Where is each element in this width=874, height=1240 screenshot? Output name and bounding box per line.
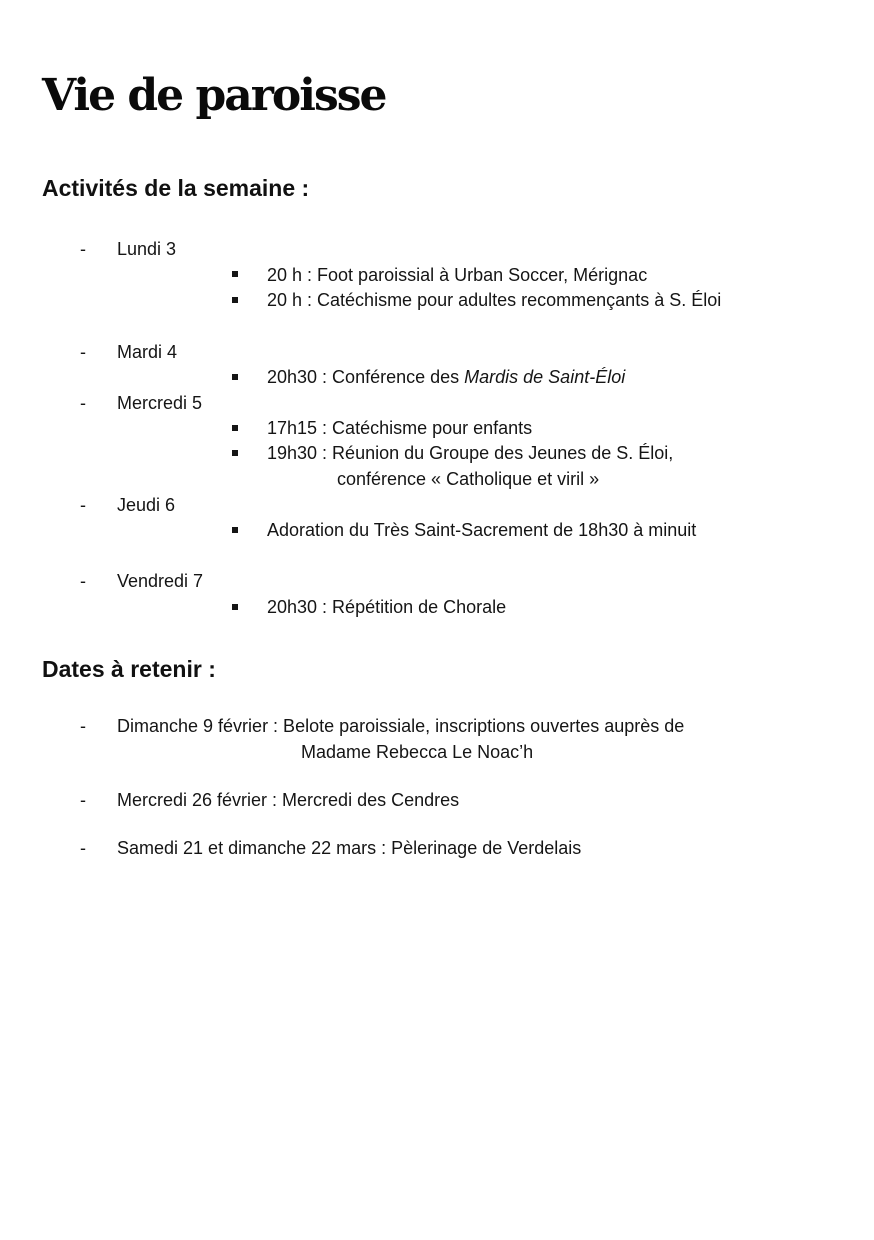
day-label-mardi: Mardi 4 xyxy=(117,342,178,362)
list-dash: - xyxy=(80,838,86,858)
day-label-vendredi: Vendredi 7 xyxy=(117,571,204,591)
list-dash: - xyxy=(80,790,86,810)
square-bullet-icon xyxy=(232,604,238,610)
activity-item: 19h30 : Réunion du Groupe des Jeunes de S. Éloi, xyxy=(267,443,674,463)
weekly-activities-heading: Activités de la semaine : xyxy=(42,175,310,201)
activity-item: 20 h : Catéchisme pour adultes recommençants à S. Éloi xyxy=(267,290,722,310)
activity-item: Adoration du Très Saint-Sacrement de 18h30 à minuit xyxy=(267,520,697,540)
date-item: Mercredi 26 février : Mercredi des Cendres xyxy=(117,790,460,810)
square-bullet-icon xyxy=(232,297,238,303)
activity-text: 20h30 : Conférence des xyxy=(267,367,465,387)
dates-to-remember-heading: Dates à retenir : xyxy=(42,656,216,682)
activity-item: 20 h : Foot paroissial à Urban Soccer, Mérignac xyxy=(267,265,648,285)
activity-item-continuation: conférence « Catholique et viril » xyxy=(337,469,600,489)
list-dash: - xyxy=(80,239,86,259)
list-dash: - xyxy=(80,393,86,413)
page-title: Vie de paroisse xyxy=(42,70,386,121)
list-dash: - xyxy=(80,495,86,515)
square-bullet-icon xyxy=(232,374,238,380)
event-series-name: Mardis de Saint-Éloi xyxy=(464,367,626,387)
list-dash: - xyxy=(80,716,86,736)
square-bullet-icon xyxy=(232,450,238,456)
square-bullet-icon xyxy=(232,271,238,277)
activity-item: 17h15 : Catéchisme pour enfants xyxy=(267,418,533,438)
list-dash: - xyxy=(80,342,86,362)
day-label-jeudi: Jeudi 6 xyxy=(117,495,176,515)
list-dash: - xyxy=(80,571,86,591)
date-item: Samedi 21 et dimanche 22 mars : Pèlerinage de Verdelais xyxy=(117,838,582,858)
square-bullet-icon xyxy=(232,425,238,431)
day-label-lundi: Lundi 3 xyxy=(117,239,177,259)
activity-item xyxy=(267,365,625,389)
day-label-mercredi: Mercredi 5 xyxy=(117,393,203,413)
activity-item: 20h30 : Répétition de Chorale xyxy=(267,597,507,617)
date-item-continuation: Madame Rebecca Le Noac’h xyxy=(301,742,534,762)
square-bullet-icon xyxy=(232,527,238,533)
date-item: Dimanche 9 février : Belote paroissiale, inscriptions ouvertes auprès de xyxy=(117,716,685,736)
